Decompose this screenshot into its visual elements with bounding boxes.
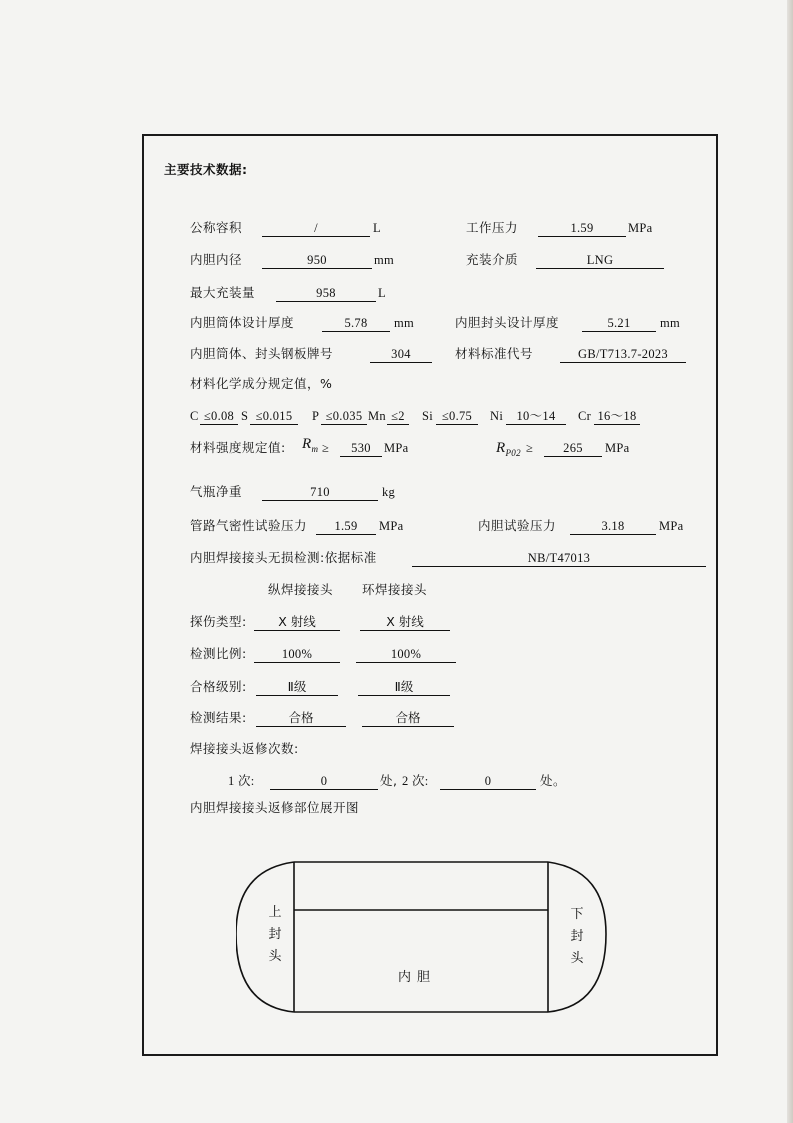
weld-row-v2: 合格 [362, 710, 454, 727]
nominal-volume-unit: L [373, 221, 381, 235]
max-fill-label: 最大充装量 [190, 285, 256, 300]
repair-title: 焊接接头返修次数: [190, 741, 299, 756]
net-weight-value: 710 [262, 484, 378, 501]
chem-si-label: Si [422, 409, 434, 423]
inner-test-label: 内胆试验压力 [478, 518, 557, 533]
rp-unit: MPa [605, 441, 630, 455]
rp-value: 265 [544, 440, 602, 457]
medium-label: 充装介质 [466, 252, 519, 267]
chem-s-value: ≤0.015 [250, 408, 298, 425]
material-standard-label: 材料标准代号 [455, 346, 534, 361]
weld-row-label: 合格级别: [190, 679, 247, 694]
shell-thickness-unit: mm [394, 316, 415, 330]
chem-p-value: ≤0.035 [321, 408, 367, 425]
weld-row-v1: Ⅱ级 [256, 679, 338, 696]
vessel-unfold-diagram [236, 856, 608, 1018]
rp-ge-sign: ≥ [526, 441, 534, 455]
steel-grade-value: 304 [370, 346, 432, 363]
repair-second-value: 0 [440, 773, 536, 790]
inner-diameter-label: 内胆内径 [190, 252, 243, 267]
working-pressure-label: 工作压力 [466, 220, 519, 235]
working-pressure-unit: MPa [628, 221, 653, 235]
repair-first-unit: 处, [380, 773, 398, 788]
medium-value: LNG [536, 252, 664, 269]
shell-thickness-value: 5.78 [322, 315, 390, 332]
chem-c-label: C [190, 409, 199, 423]
rm-ge-sign: ≥ [322, 441, 330, 455]
pipe-test-label: 管路气密性试验压力 [190, 518, 308, 533]
scan-edge [787, 0, 793, 1123]
inner-test-unit: MPa [659, 519, 684, 533]
strength-label: 材料强度规定值: [190, 440, 286, 455]
diagram-title: 内胆焊接接头返修部位展开图 [190, 800, 360, 815]
chem-ni-value: 10～14 [506, 408, 566, 425]
rp-symbol: $R_{P02}$ [496, 440, 521, 458]
weld-row-label: 探伤类型: [190, 614, 247, 629]
net-weight-label: 气瓶净重 [190, 484, 243, 499]
left-head-arc [236, 862, 294, 1012]
chem-si-value: ≤0.75 [436, 408, 478, 425]
chem-mn-value: ≤2 [387, 408, 409, 425]
material-standard-value: GB/T713.7-2023 [560, 346, 686, 363]
chem-cr-label: Cr [578, 409, 592, 423]
shell-thickness-label: 内胆筒体设计厚度 [190, 315, 295, 330]
right-head-label-2: 封 [570, 929, 584, 944]
working-pressure-value: 1.59 [538, 220, 626, 237]
weld-row-v1: 100% [254, 646, 340, 663]
inner-diameter-unit: mm [374, 253, 395, 267]
left-head-label-3: 头 [268, 949, 282, 964]
net-weight-unit: kg [382, 485, 396, 499]
chem-ni-label: Ni [490, 409, 504, 423]
head-thickness-unit: mm [660, 316, 681, 330]
right-head-label-3: 头 [570, 951, 584, 966]
weld-col-circumferential: 环焊接接头 [362, 582, 428, 597]
chem-cr-value: 16～18 [594, 408, 640, 425]
weld-row-v2: 100% [356, 646, 456, 663]
weld-row-v2: X 射线 [360, 614, 450, 631]
nominal-volume-value: / [262, 220, 370, 237]
max-fill-value: 958 [276, 285, 376, 302]
inner-diameter-value: 950 [262, 252, 372, 269]
head-thickness-label: 内胆封头设计厚度 [455, 315, 560, 330]
chem-mn-label: Mn [368, 409, 386, 423]
repair-second-unit: 处。 [540, 773, 567, 788]
head-thickness-value: 5.21 [582, 315, 656, 332]
chem-title: 材料化学成分规定值，% [190, 376, 333, 391]
weld-row-label: 检测比例: [190, 646, 247, 661]
nominal-volume-label: 公称容积 [190, 220, 243, 235]
max-fill-unit: L [378, 286, 386, 300]
rm-unit: MPa [384, 441, 409, 455]
left-head-label-1: 上 [268, 905, 282, 920]
page-title: 主要技术数据: [164, 162, 248, 177]
weld-row-v1: X 射线 [254, 614, 340, 631]
rm-value: 530 [340, 440, 382, 457]
weld-row-label: 检测结果: [190, 710, 247, 725]
ndt-label: 内胆焊接接头无损检测:依据标准 [190, 550, 377, 565]
rm-symbol: $R_m$ [302, 436, 319, 454]
weld-col-longitudinal: 纵焊接接头 [268, 582, 334, 597]
inner-test-value: 3.18 [570, 518, 656, 535]
repair-second-label: 2 次: [402, 774, 429, 788]
pipe-test-unit: MPa [379, 519, 404, 533]
chem-s-label: S [241, 409, 249, 423]
repair-first-label: 1 次: [228, 774, 255, 788]
left-head-label-2: 封 [268, 927, 282, 942]
repair-first-value: 0 [270, 773, 378, 790]
chem-p-label: P [312, 409, 320, 423]
ndt-value: NB/T47013 [412, 550, 706, 567]
steel-grade-label: 内胆筒体、封头钢板牌号 [190, 346, 334, 361]
right-head-label-1: 下 [570, 907, 584, 922]
weld-row-v2: Ⅱ级 [358, 679, 450, 696]
body-label: 内胆 [398, 970, 437, 985]
pipe-test-value: 1.59 [316, 518, 376, 535]
weld-row-v1: 合格 [256, 710, 346, 727]
chem-c-value: ≤0.08 [200, 408, 238, 425]
